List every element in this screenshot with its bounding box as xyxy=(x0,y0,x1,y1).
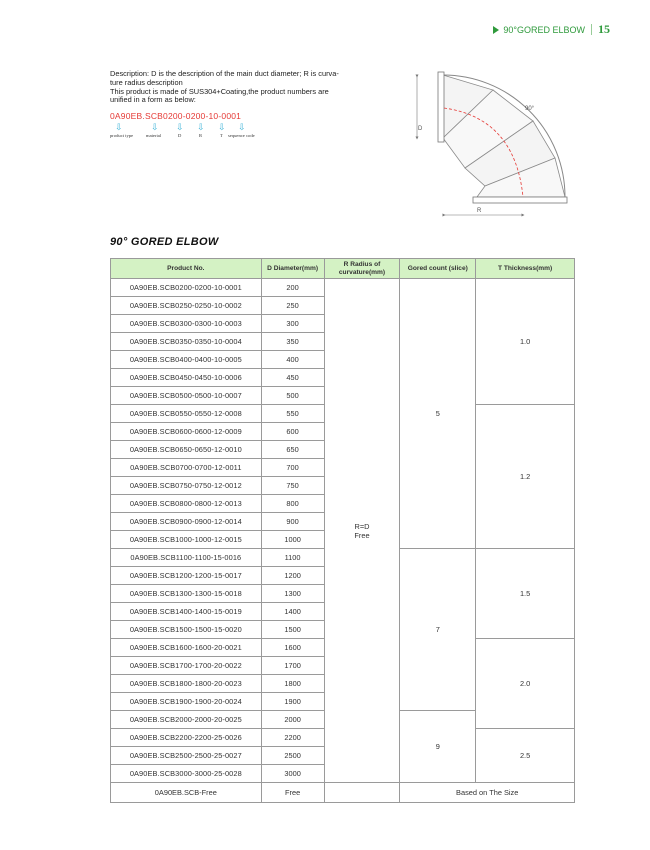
product-number-cell: 0A90EB.SCB1400-1400-15-0019 xyxy=(111,603,262,621)
radius-cell xyxy=(324,279,400,783)
diameter-cell: 1100 xyxy=(261,549,324,567)
section-name: 90°GORED ELBOW xyxy=(503,24,585,35)
product-number-cell: 0A90EB.SCB1500-1500-15-0020 xyxy=(111,621,262,639)
product-number-cell: 0A90EB.SCB0250-0250-10-0002 xyxy=(111,297,262,315)
diameter-cell: 1600 xyxy=(261,639,324,657)
product-number-cell: 0A90EB.SCB1200-1200-15-0017 xyxy=(111,567,262,585)
down-arrow-icon: ⇩ xyxy=(218,122,226,132)
down-arrow-icon: ⇩ xyxy=(197,122,205,132)
product-number-cell: 0A90EB.SCB0200-0200-10-0001 xyxy=(111,279,262,297)
diameter-cell: 350 xyxy=(261,333,324,351)
code-part-label: sequence code xyxy=(228,133,255,138)
product-number-cell: 0A90EB.SCB0450-0450-10-0006 xyxy=(111,369,262,387)
description xyxy=(110,70,365,105)
product-number-cell: 0A90EB.SCB0800-0800-12-0013 xyxy=(111,495,262,513)
code-part-label: material xyxy=(146,133,162,138)
diameter-cell: 2000 xyxy=(261,711,324,729)
page-number: 15 xyxy=(598,22,610,36)
description-line: This product is made of SUS304+Coating,the product numbers are xyxy=(110,86,329,96)
thickness-cell: 1.2 xyxy=(476,405,575,549)
spec-table xyxy=(110,258,575,803)
thickness-cell: 2.5 xyxy=(476,729,575,783)
diameter-cell: 3000 xyxy=(261,765,324,783)
thickness-cell: 1.5 xyxy=(476,549,575,639)
product-number-cell: 0A90EB.SCB0400-0400-10-0005 xyxy=(111,351,262,369)
diameter-cell: 2500 xyxy=(261,747,324,765)
diameter-cell: 1500 xyxy=(261,621,324,639)
code-part-label: R xyxy=(199,133,203,138)
size-note-cell: Based on The Size xyxy=(400,783,575,803)
gored-count-cell: 5 xyxy=(400,279,476,549)
diameter-cell: 300 xyxy=(261,315,324,333)
diameter-cell: 450 xyxy=(261,369,324,387)
diameter-cell: 550 xyxy=(261,405,324,423)
diameter-cell: 2200 xyxy=(261,729,324,747)
page-header xyxy=(493,22,610,37)
description-line: Description: D is the description of the main duct diameter; R is curva- xyxy=(110,69,339,78)
down-arrow-icon: ⇩ xyxy=(238,122,246,132)
diameter-cell: 250 xyxy=(261,297,324,315)
product-number-cell: 0A90EB.SCB0500-0500-10-0007 xyxy=(111,387,262,405)
diameter-cell: 750 xyxy=(261,477,324,495)
product-number-cell: 0A90EB.SCB2500-2500-25-0027 xyxy=(111,747,262,765)
diameter-cell: Free xyxy=(261,783,324,803)
table-row xyxy=(111,279,575,297)
table-header-row xyxy=(111,259,575,279)
product-number-cell: 0A90EB.SCB0750-0750-12-0012 xyxy=(111,477,262,495)
thickness-cell: 2.0 xyxy=(476,639,575,729)
diameter-cell: 1800 xyxy=(261,675,324,693)
col-header-thickness: T Thickness(mm) xyxy=(476,259,575,279)
diameter-cell: 1900 xyxy=(261,693,324,711)
down-arrow-icon: ⇩ xyxy=(151,122,159,132)
gored-count-cell: 7 xyxy=(400,549,476,711)
play-triangle-icon xyxy=(493,26,499,34)
product-number-cell: 0A90EB.SCB2000-2000-20-0025 xyxy=(111,711,262,729)
product-number-cell: 0A90EB.SCB1000-1000-12-0015 xyxy=(111,531,262,549)
diameter-cell: 1300 xyxy=(261,585,324,603)
product-number-cell: 0A90EB.SCB0900-0900-12-0014 xyxy=(111,513,262,531)
radius-free: Free xyxy=(354,530,370,540)
product-number-cell: 0A90EB.SCB0550-0550-12-0008 xyxy=(111,405,262,423)
code-part-label: D xyxy=(178,133,182,138)
section-title: 90° GORED ELBOW xyxy=(110,236,219,248)
product-number-cell: 0A90EB.SCB1100-1100-15-0016 xyxy=(111,549,262,567)
gored-count-cell: 9 xyxy=(400,711,476,783)
code-breakdown xyxy=(110,122,270,152)
down-arrow-icon: ⇩ xyxy=(176,122,184,132)
product-number-cell: 0A90EB.SCB1600-1600-20-0021 xyxy=(111,639,262,657)
product-number-cell: 0A90EB.SCB2200-2200-25-0026 xyxy=(111,729,262,747)
diameter-cell: 1400 xyxy=(261,603,324,621)
diameter-cell: 200 xyxy=(261,279,324,297)
radius-cell xyxy=(324,783,400,803)
diameter-cell: 500 xyxy=(261,387,324,405)
diameter-cell: 400 xyxy=(261,351,324,369)
product-number-cell: 0A90EB.SCB-Free xyxy=(111,783,262,803)
diameter-cell: 800 xyxy=(261,495,324,513)
header-divider xyxy=(591,24,592,35)
diameter-cell: 1200 xyxy=(261,567,324,585)
table-row xyxy=(111,783,575,803)
radius-formula: R=D xyxy=(354,521,370,531)
col-header-gored-count: Gored count (slice) xyxy=(400,259,476,279)
product-number-cell: 0A90EB.SCB0600-0600-12-0009 xyxy=(111,423,262,441)
product-number-cell: 0A90EB.SCB0350-0350-10-0004 xyxy=(111,333,262,351)
top-flange xyxy=(438,72,444,142)
col-header-diameter: D Diameter(mm) xyxy=(261,259,324,279)
description-line: ture radius description xyxy=(110,77,183,87)
code-part-label: T xyxy=(220,133,223,138)
product-code-example: 0A90EB.SCB0200-0200-10-0001 xyxy=(110,111,242,121)
col-header-radius: R Radius of curvature(mm) xyxy=(324,259,400,279)
down-arrow-icon: ⇩ xyxy=(115,122,123,132)
description-line: unified in a form as below: xyxy=(110,95,196,105)
diagram-label-d: D xyxy=(418,126,423,132)
bottom-flange xyxy=(473,197,567,203)
product-number-cell: 0A90EB.SCB3000-3000-25-0028 xyxy=(111,765,262,783)
diameter-cell: 1000 xyxy=(261,531,324,549)
diameter-cell: 700 xyxy=(261,459,324,477)
diagram-label-r: R xyxy=(477,208,482,214)
elbow-diagram xyxy=(405,58,580,223)
diameter-cell: 900 xyxy=(261,513,324,531)
product-number-cell: 0A90EB.SCB1900-1900-20-0024 xyxy=(111,693,262,711)
product-number-cell: 0A90EB.SCB1700-1700-20-0022 xyxy=(111,657,262,675)
diameter-cell: 650 xyxy=(261,441,324,459)
diagram-label-angle: 90° xyxy=(525,106,535,112)
product-number-cell: 0A90EB.SCB0700-0700-12-0011 xyxy=(111,459,262,477)
product-number-cell: 0A90EB.SCB1800-1800-20-0023 xyxy=(111,675,262,693)
product-number-cell: 0A90EB.SCB0650-0650-12-0010 xyxy=(111,441,262,459)
code-part-label: product type xyxy=(110,133,134,138)
diameter-cell: 600 xyxy=(261,423,324,441)
thickness-cell: 1.0 xyxy=(476,279,575,405)
diameter-cell: 1700 xyxy=(261,657,324,675)
product-number-cell: 0A90EB.SCB0300-0300-10-0003 xyxy=(111,315,262,333)
product-number-cell: 0A90EB.SCB1300-1300-15-0018 xyxy=(111,585,262,603)
col-header-product-no: Product No. xyxy=(111,259,262,279)
